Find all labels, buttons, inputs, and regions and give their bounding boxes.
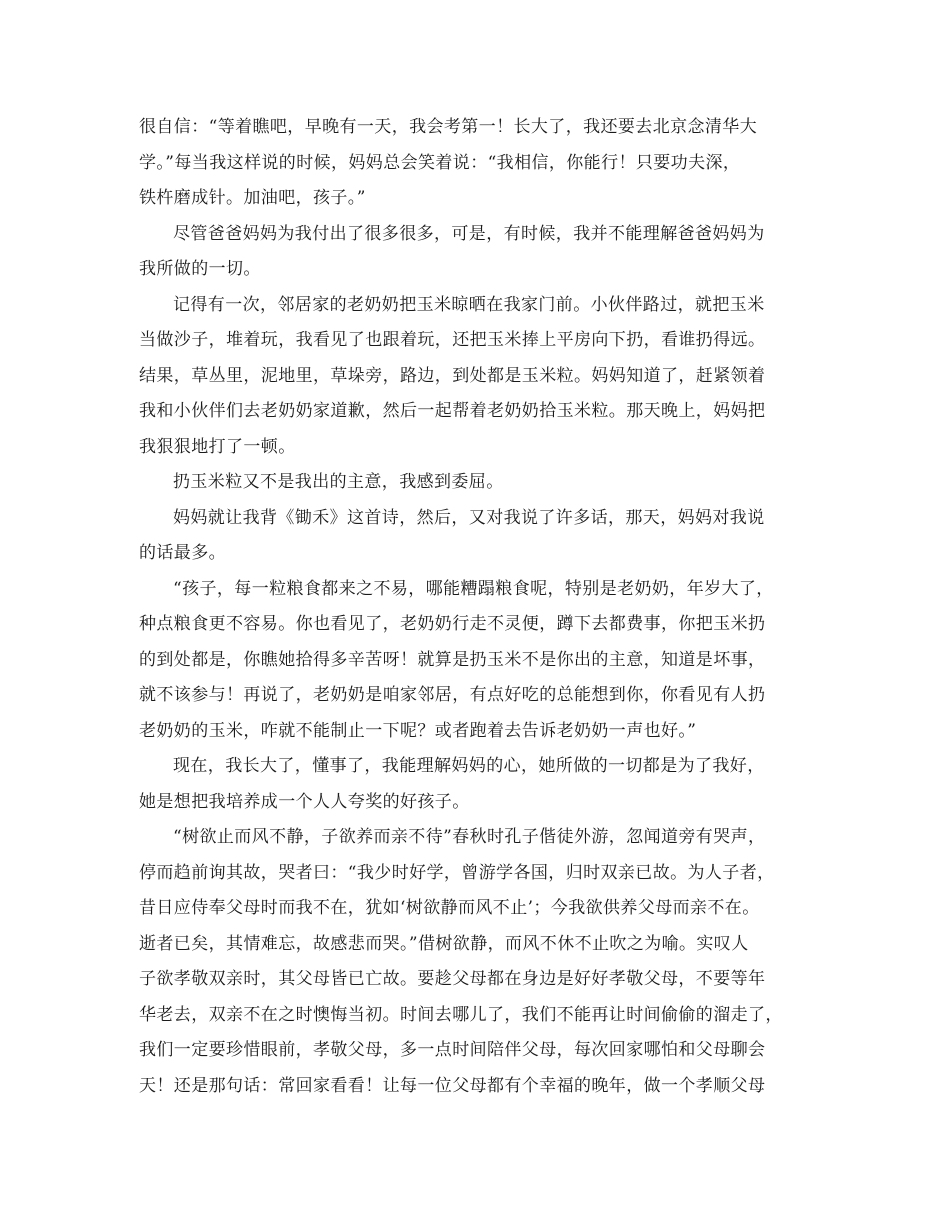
text-line: 天！还是那句话：常回家看看！让每一位父母都有个幸福的晚年，做一个孝顺父母: [139, 1075, 766, 1096]
paragraph-start-line: 记得有一次，邻居家的老奶奶把玉米晾晒在我家门前。小伙伴路过，就把玉米: [173, 294, 765, 315]
text-line: 就不该参与！再说了，老奶奶是咱家邻居，有点好吃的总能想到你，你看见有人扔: [139, 685, 766, 705]
text-line: 停而趋前询其故，哭者曰：“我少时好学，曾游学各国，归时双亲已故。为人子者，: [139, 862, 775, 883]
text-line: 铁杵磨成针。加油吧，孩子。”: [139, 188, 366, 208]
text-line: 我狠狠地打了一顿。: [139, 436, 296, 457]
paragraph-start-line: “树欲止而风不静，子欲养而亲不待”春秋时孔子偕徒外游，忽闻道旁有哭声，: [173, 827, 766, 847]
text-line: 子欲孝敬双亲时，其父母皆已亡故。要趁父母都在身边是好好孝敬父母，不要等年: [139, 969, 766, 989]
text-line: 学。”每当我这样说的时候，妈妈总会笑着说：“我相信，你能行！只要功夫深，: [139, 152, 741, 173]
paragraph-start-line: 现在，我长大了，懂事了，我能理解妈妈的心，她所做的一切都是为了我好，: [173, 756, 765, 776]
text-line: 华老去，双亲不在之时懊悔当初。时间去哪儿了，我们不能再让时间偷偷的溜走了，: [139, 1004, 783, 1025]
text-line: 她是想把我培养成一个人人夸奖的好孩子。: [139, 791, 470, 812]
article-body: [139, 110, 819, 1104]
text-line: 我和小伙伴们去老奶奶家道歉，然后一起帮着老奶奶拾玉米粒。那天晚上，妈妈把: [139, 401, 766, 421]
text-line: 我们一定要珍惜眼前，孝敬父母，多一点时间陪伴父母，每次回家哪怕和父母聊会: [139, 1040, 766, 1060]
text-line: 老奶奶的玉米，咋就不能制止一下呢？或者跑着去告诉老奶奶一声也好。”: [139, 720, 697, 741]
text-line: 当做沙子，堆着玩，我看见了也跟着玩，还把玉米捧上平房向下扔，看谁扔得远。: [139, 330, 766, 350]
text-line: 昔日应侍奉父母时而我不在，犹如‘树欲静而风不止’；今我欲供养父母而亲不在。: [139, 898, 760, 918]
paragraph-start-line: 妈妈就让我背《锄禾》这首诗，然后，又对我说了许多话，那天，妈妈对我说: [173, 507, 765, 528]
paragraph-start-line: 尽管爸爸妈妈为我付出了很多很多，可是，有时候，我并不能理解爸爸妈妈为: [173, 223, 765, 244]
text-line: 的话最多。: [139, 543, 226, 563]
text-line: 种点粮食更不容易。你也看见了，老奶奶行走不灵便，蹲下去都费事，你把玉米扔: [139, 614, 766, 634]
text-line: 的到处都是，你瞧她拾得多辛苦呀！就算是扔玉米不是你出的主意，知道是坏事，: [139, 649, 766, 670]
text-line: 结果，草丛里，泥地里，草垛旁，路边，到处都是玉米粒。妈妈知道了，赶紧领着: [139, 365, 766, 386]
paragraph-start-line: 扔玉米粒又不是我出的主意，我感到委屈。: [173, 472, 504, 492]
text-line: 我所做的一切。: [139, 259, 261, 279]
text-line: 逝者已矣，其情难忘，故感悲而哭。”借树欲静，而风不休不止吹之为喻。实叹人: [139, 933, 749, 954]
paragraph-start-line: “孩子，每一粒粮食都来之不易，哪能糟蹋粮食呢，特别是老奶奶，年岁大了，: [173, 578, 774, 599]
text-line: 很自信：“等着瞧吧，早晚有一天，我会考第一！长大了，我还要去北京念清华大: [139, 117, 758, 137]
